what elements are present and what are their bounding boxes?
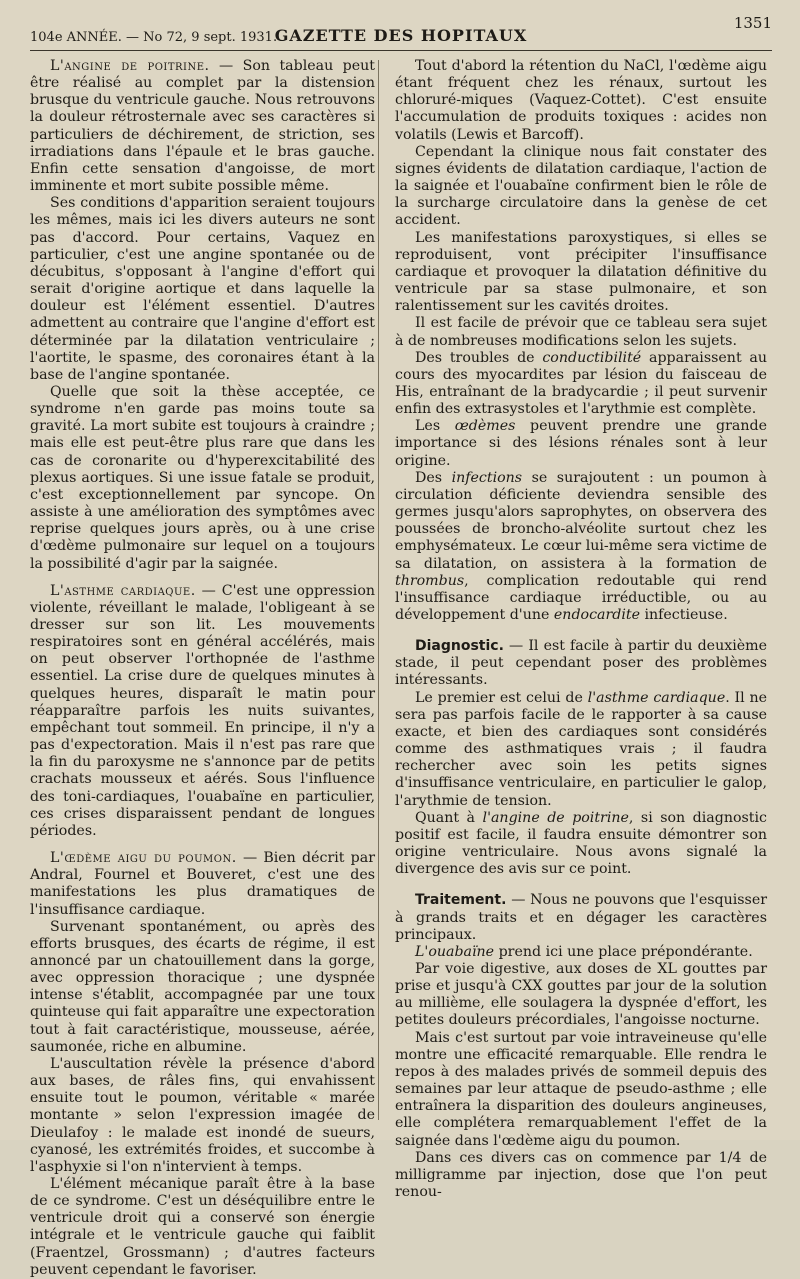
traitement-paragraph-2: L'ouabaïne prend ici une place prépondérante. xyxy=(415,943,753,960)
page-header xyxy=(30,10,772,51)
traitement-paragraph-5: Dans ces divers cas on commence par 1/4 de milligramme par injection, dose que l'on peut renou- xyxy=(395,1149,767,1200)
angine-paragraph-2: Ses conditions d'apparition seraient toujours les mêmes, mais ici les divers auteurs ne sont pas d'accord. Pour certains, Vaquez en particulier, c'est une angine spontanée ou de décubitus, s'opposant à l'angine d'effort qui serait d'origine aortique et dans laquelle la douleur est l'élément essentiel. D'autres admettent au contraire que l'angine d'effort est déterminée par la dilatation ventriculaire ; l'aortite, le spasme, des coronaires étant à la base de l'angine spontanée. xyxy=(30,195,375,383)
right-paragraph-7: Des infections se surajoutent : un poumon à circulation déficiente deviendra sensible des germes jusqu'alors saprophytes, on observera des poussées de broncho-alvéolite surtout chez les emphysémateux. Le cœur lui-même sera victime de sa dilatation, on assistera à la formation de thrombus, complication redoutable qui rend l'insuffisance cardiaque irréductible, ou au développement d'une endocardite infectieuse. xyxy=(395,469,767,623)
diagnostic-paragraph-2: Le premier est celui de l'asthme cardiaque. Il ne sera pas parfois facile de le rapporter à sa cause exacte, et bien des cardiaques sont considérés comme des asthmatiques vrais ; il faudra rechercher avec soin les petits signes d'insuffisance ventriculaire, en particulier le galop, l'arythmie de tension. xyxy=(395,689,767,809)
left-column xyxy=(30,58,375,1279)
oedeme-paragraph-4: L'élément mécanique paraît être à la base de ce syndrome. C'est un déséquilibre entre le ventricule droit qui a conservé son énergie intégrale et le ventricule gauche qui faiblit (Fraentzel, Grossmann) ; d'autres facteurs peuvent cependant le favoriser. xyxy=(30,1176,375,1278)
oedeme-heading: L'œdème aigu du poumon. xyxy=(50,850,237,867)
right-paragraph-1: Tout d'abord la rétention du NaCl, l'œdème aigu étant fréquent chez les rénaux, surtout les chloruré-miques (Vaquez-Cottet). C'est ensuite l'accumulation de produits toxiques : acides non volatils (Lewis et Barcoff). xyxy=(395,58,767,143)
oedeme-paragraph-3: L'auscultation révèle la présence d'abord aux bases, de râles fins, qui envahissent ensuite tout le poumon, véritable « marée montante » selon l'expression imagée de Dieulafoy : le malade est inondé de sueurs, cyanosé, les extrémités froides, et succombe à l'asphyxie si l'on n'intervient à temps. xyxy=(30,1055,375,1175)
page-number: 1351 xyxy=(733,14,772,32)
publication-title: GAZETTE DES HOPITAUX xyxy=(274,26,528,45)
angine-paragraph-3: Quelle que soit la thèse acceptée, ce syndrome n'en garde pas moins toute sa gravité. La mort subite est toujours à craindre ; mais elle est peut-être plus rare que dans les cas de coronarite ou d'hyperexcitabilité des plexus aortiques. Si une issue fatale se produit, c'est exceptionnellement par syncope. On assiste à une amélioration des symptômes avec reprise quelques jours après, ou à une crise d'œdème pulmonaire sur lequel on a toujours la possibilité d'agir par la saignée. xyxy=(30,383,375,572)
diagnostic-heading: Diagnostic. xyxy=(415,638,504,655)
right-paragraph-3: Les manifestations paroxystiques, si elles se reproduisent, vont précipiter l'insuffisance cardiaque et provoquer la dilatation définitive du ventricule par sa stase pulmonaire, et son ralentissement sur les cavités droites. xyxy=(395,229,767,315)
angine-paragraph-1: L'angine de poitrine. — Son tableau peut être réalisé au complet par la distension brusque du ventricule gauche. Nous retrouvons la douleur rétrosternale avec ses caractères si particuliers de déchirement, de striction, ses irradiations dans l'épaule et le bras gauche. Enfin cette sensation d'angoisse, de mort imminente et mort subite possible même. xyxy=(30,58,375,195)
asthme-paragraph: L'asthme cardiaque. — C'est une oppression violente, réveillant le malade, l'obligeant à se dresser sur son lit. Les mouvements respiratoires sont en général accélérés, mais on peut observer l'orthopnée de l'asthme essentiel. La crise dure de quelques minutes à quelques heures, disparaît le matin pour réapparaître parfois les nuits suivantes, empêchant tout sommeil. En principe, il n'y a pas d'expectoration. Mais il n'est pas rare que la fin du paroxysme ne s'annonce par de petits crachats mousseux et aérés. Sous l'influence des toni-cardiaques, l'ouabaïne en particulier, ces crises disparaissent pendant de longues périodes. xyxy=(30,582,375,839)
oedeme-paragraph-1: L'œdème aigu du poumon. — Bien décrit par Andral, Fournel et Bouveret, c'est une des manifestations les plus dramatiques de l'insuffisance cardiaque. xyxy=(30,850,375,918)
oedeme-paragraph-2: Survenant spontanément, ou après des efforts brusques, des écarts de régime, il est annoncé par un chatouillement dans la gorge, avec oppression thoracique ; une dyspnée intense s'établit, accompagnée par une toux quinteuse qui fait apparaître une expectoration tout à fait caractéristique, mousseuse, aérée, saumonée, riche en albumine. xyxy=(30,918,375,1055)
right-paragraph-5: Des troubles de conductibilité apparaissent au cours des myocardites par lésion du faisceau de His, entraînant de la bradycardie ; il peut survenir enfin des extrasystoles et l'arythmie est complète. xyxy=(395,349,768,418)
asthme-heading: L'asthme cardiaque. xyxy=(50,582,196,599)
traitement-paragraph-3: Par voie digestive, aux doses de XL gouttes par prise et jusqu'à CXX gouttes par jour de la solution au millième, elle soulagera la dyspnée d'effort, les petites douleurs précordiales, l'angoisse nocturne. xyxy=(395,960,767,1029)
traitement-paragraph-4: Mais c'est surtout par voie intraveineuse qu'elle montre une efficacité remarquable. Elle rendra le repos à des malades privés de sommeil depuis des semaines par leur attaque de pseudo-asthme ; elle entraînera la disparition des douleurs angineuses, elle complétera remarquablement l'effet de la saignée dans l'œdème aigu du poumon. xyxy=(395,1029,767,1149)
traitement-paragraph-1: Traitement. — Nous ne pouvons que l'esquisser à grands traits et en dégager les caractères principaux. xyxy=(395,892,768,943)
diagnostic-paragraph-3: Quant à l'angine de poitrine, si son diagnostic positif est facile, il faudra ensuite démontrer son origine ventriculaire. Nous avons signalé la divergence des avis sur ce point. xyxy=(395,809,767,878)
column-divider xyxy=(378,60,379,1120)
issue-info: 104e ANNÉE. — No 72, 9 sept. 1931. xyxy=(30,30,278,45)
right-paragraph-6: Les œdèmes peuvent prendre une grande importance si des lésions rénales sont à leur origine. xyxy=(395,418,767,469)
traitement-heading: Traitement. xyxy=(415,892,507,909)
right-column xyxy=(395,58,767,1201)
right-paragraph-2: Cependant la clinique nous fait constater des signes évidents de dilatation cardiaque, l'action de la saignée et l'ouabaïne confirment bien le rôle de la surcharge circulatoire dans la genèse de cet accident. xyxy=(395,143,767,229)
right-paragraph-4: Il est facile de prévoir que ce tableau sera sujet à de nombreuses modifications selon les sujets. xyxy=(395,315,767,349)
angine-heading: L'angine de poitrine. xyxy=(50,58,210,74)
diagnostic-paragraph-1: Diagnostic. — Il est facile à partir du deuxième stade, il peut cependant poser des problèmes intéressants. xyxy=(395,638,767,689)
